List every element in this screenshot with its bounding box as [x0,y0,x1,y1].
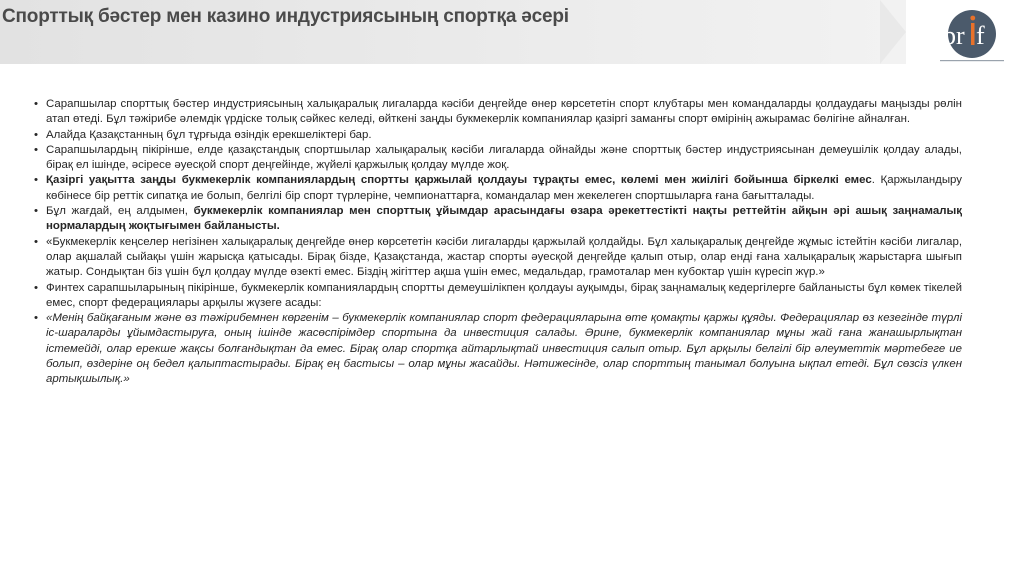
bullet-list [34,97,962,388]
slide-content [34,97,962,388]
bullet-item: • «Букмекерлік кеңселер негізінен халықаралық деңгейде өнер көрсететін кәсіби лигаларды қаржылай қолдайды. Бұл халықаралық деңгейде жұмыс істейтін кәсіби лигалар, олар ақшалай сыйақы үшін жарысқа қатысады. Бірақ бізде, Қазақстанда, жастар спорты әуесқой деңгейде қалып отыр, олар енді ғана халықаралық жарыстарға шығып жатыр. Сондықтан біз үшін бұл қолдау мүлде өзекті емес. Біздің жігіттер ақша үшін емес, медальдар, грамоталар мен кубоктар үшін күресіп жүр.» [34,235,962,281]
page-title: Спорттық бәстер мен казино индустриясының спортқа әсері [2,6,569,27]
svg-text:br: br [943,21,965,50]
title-bar-arrow [880,0,906,64]
bullet-item: • Сарапшылар спорттық бәстер индустриясының халықаралық лигаларда кәсіби деңгейде өнер көрсететін спорт клубтары мен командаларды қолдаудағы маңызды рөлін атап өтеді. Бұл тәжірибе әлемдік үрдіске толық сәйкес келеді, өйткені заңды букмекерлік компаниялар қазіргі заманғы спорт өмірінің ажырамас бөлігіне айналған. [34,97,962,128]
bold-text: Қазіргі уақытта заңды букмекерлік компаниялардың спортты қаржылай қолдауы тұрақты емес, көлемі мен жиілігі бойынша біркелкі емес [46,174,872,187]
italic-quote: «Менің байқағаным және өз тәжірибемнен көргенім – букмекерлік компаниялар спорт федерацияларына өте қомақты қаржы құяды. Федерациялар өз кезегінде түрлі іс-шараларды ұйымдастыруға, оның ішінде жасөспірімдер спортына да инвестиция салады. Әрине, букмекерлік компаниялар мұны жай ғана жанашырлықтан істемейді, олар ерекше жақсы болғандықтан да емес. Бірақ олар спортқа айтарлықтай инвестиция салып отыр. Бұл арқылы белгілі бір әлеуметтік мәртебеге ие болып, өздеріне оң бедел қалыптастырады. Бірақ ең бастысы – олар мұны жасайды. Нәтижесінде, олар спорттың танымал болуына ықпал етеді. Бұл сөзсіз үлкен артықшылық.» [46,312,962,386]
bullet-item: • Алайда Қазақстанның бұл тұрғыда өзіндік ерекшеліктері бар. [34,128,962,143]
bullet-item: • Бұл жағдай, ең алдымен, букмекерлік компаниялар мен спорттық ұйымдар арасындағы өзара әрекеттестікті нақты реттейтін айқын әрі ашық заңнамалық нормалардың жоқтығымен байланысты. [34,204,962,235]
bold-text: букмекерлік компаниялар мен спорттық ұйымдар арасындағы өзара әрекеттестікті нақты реттейтін айқын әрі ашық заңнамалық нормалардың жоқтығымен байланысты. [46,205,962,233]
bullet-item: • Қазіргі уақытта заңды букмекерлік компаниялардың спортты қаржылай қолдауы тұрақты емес, көлемі мен жиілігі бойынша біркелкі емес. Қаржыландыру көбінесе бір реттік сипатқа ие болып, белгілі бір спорт түрлеріне, чемпионаттарға, командалар мен жекелеген спортшыларға ғана бағытталады. [34,173,962,204]
bullet-item [34,311,962,387]
bullet-item: • Сарапшылардың пікірінше, елде қазақстандық спортшылар халықаралық кәсіби лигаларда ойнайды және спорттық бәстер индустриясынан демеушілік қолдау алады, бірақ ел ішінде, әсіресе әуесқой спорт деңгейінде, жүйелі қаржылық қолдау мүлде жоқ. [34,143,962,174]
svg-text:f: f [976,21,985,50]
bullet-item: • Финтех сарапшыларының пікірінше, букмекерлік компаниялардың спортты демеушілікпен қолдауы ауқымды, бірақ заңнамалық кедергілерге байланысты бұл көмек тікелей емес, спорт федерациялары арқылы жүзеге асады: [34,281,962,312]
brif-logo [932,8,1012,66]
